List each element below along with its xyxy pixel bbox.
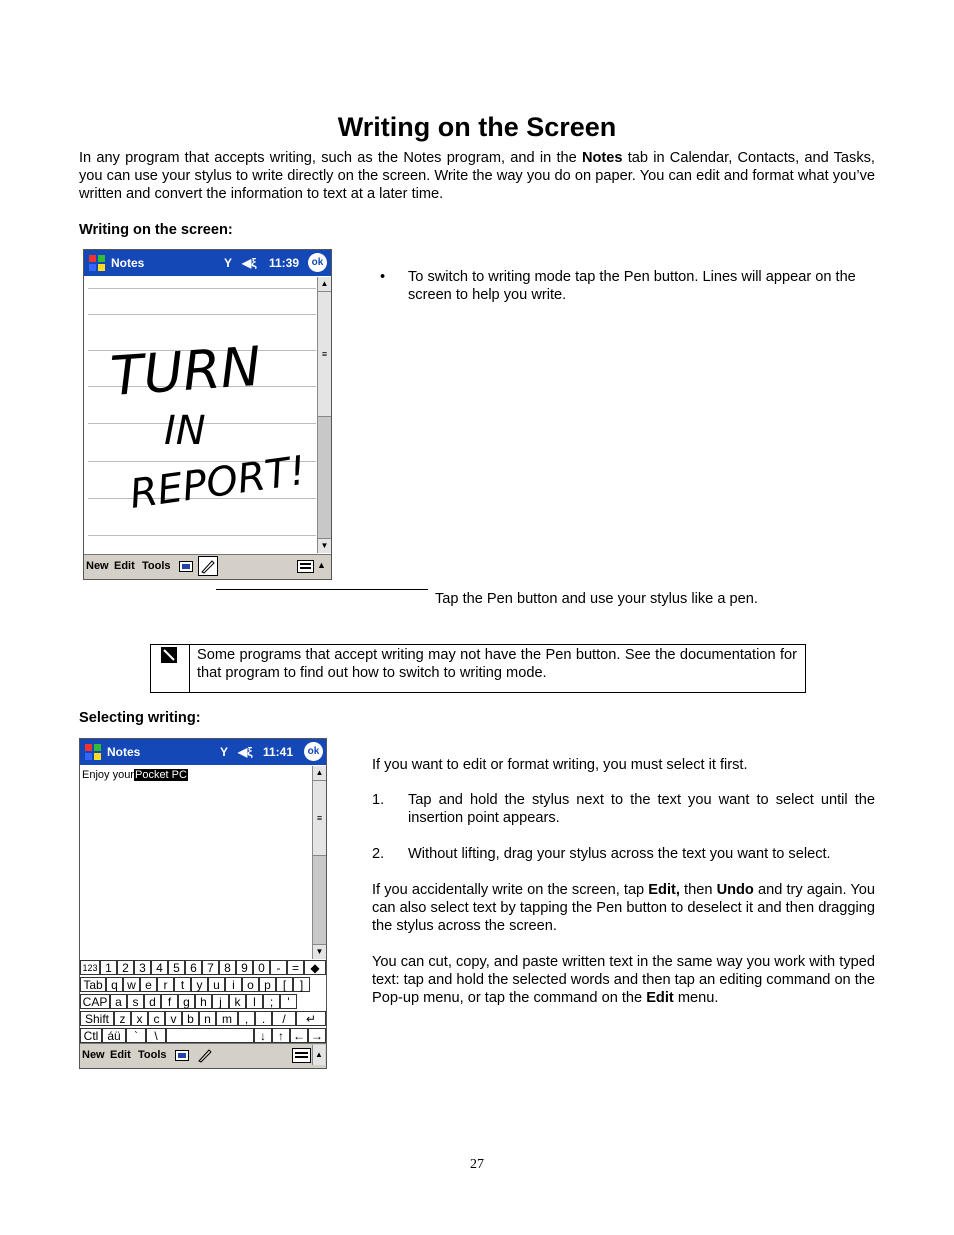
- text-run: If you accidentally write on the screen, tap: [372, 882, 649, 898]
- signal-icon: Y: [224, 256, 233, 270]
- key[interactable]: r: [157, 977, 174, 992]
- key[interactable]: 1: [100, 960, 117, 975]
- key[interactable]: -: [270, 960, 287, 975]
- clock-text[interactable]: 11:39: [269, 256, 300, 270]
- signal-icon: Y: [220, 745, 229, 759]
- key[interactable]: z: [114, 1011, 131, 1026]
- key[interactable]: y: [191, 977, 208, 992]
- key[interactable]: t: [174, 977, 191, 992]
- key[interactable]: u: [208, 977, 225, 992]
- text-run: You can cut, copy, and paste written text in the same way you work with typed text: tap and hold the selected words and then tap an editing command on the Pop-up menu, or tap the command on the: [372, 954, 876, 1006]
- undo-paragraph: [372, 881, 875, 935]
- note-pencil-icon: [161, 647, 177, 663]
- scroll-down-icon[interactable]: ▼: [318, 538, 331, 553]
- text-run: then: [679, 882, 717, 898]
- intro-bold: Notes: [581, 150, 623, 166]
- app-title: Notes: [111, 256, 145, 270]
- handwriting-line: IN: [164, 408, 206, 454]
- menu-edit[interactable]: Edit: [114, 560, 135, 572]
- volume-icon[interactable]: ◀ξ: [242, 256, 257, 270]
- pen-icon[interactable]: [198, 556, 218, 576]
- menu-tools[interactable]: Tools: [142, 560, 171, 572]
- shift-key[interactable]: Shift: [80, 1011, 114, 1026]
- international-key[interactable]: áü: [102, 1028, 126, 1043]
- note-icon-cell: [151, 645, 190, 692]
- arrow-right-key[interactable]: →: [308, 1028, 326, 1043]
- key[interactable]: a: [110, 994, 127, 1009]
- key[interactable]: d: [144, 994, 161, 1009]
- key[interactable]: j: [212, 994, 229, 1009]
- step-2-text: Without lifting, drag your stylus across the text you want to select.: [408, 846, 831, 862]
- key[interactable]: 123: [80, 960, 100, 975]
- key[interactable]: w: [123, 977, 140, 992]
- scroll-up-icon[interactable]: ▲: [318, 277, 331, 292]
- space-key[interactable]: [166, 1028, 254, 1043]
- scroll-up-icon[interactable]: ▲: [313, 766, 326, 781]
- key[interactable]: k: [229, 994, 246, 1009]
- key[interactable]: [: [276, 977, 293, 992]
- key[interactable]: e: [140, 977, 157, 992]
- vertical-scrollbar[interactable]: [317, 277, 331, 553]
- menu-bar: [80, 1043, 326, 1068]
- note-text-plain: Enjoy your: [82, 769, 134, 781]
- key[interactable]: /: [272, 1011, 296, 1026]
- key[interactable]: n: [199, 1011, 216, 1026]
- windows-flag-icon: [83, 742, 103, 762]
- pda-screen-selecting: [79, 738, 327, 1069]
- handwriting-line: REPORT!: [126, 447, 309, 518]
- tab-key[interactable]: Tab: [80, 977, 106, 992]
- note-content[interactable]: [82, 769, 188, 781]
- input-selector-arrow-icon[interactable]: ▲: [317, 560, 326, 570]
- key[interactable]: q: [106, 977, 123, 992]
- intro-text-a: In any program that accepts writing, such as the Notes program, and in the: [79, 150, 582, 166]
- key[interactable]: 7: [202, 960, 219, 975]
- pda-screen-writing: [83, 249, 332, 580]
- key[interactable]: ': [280, 994, 297, 1009]
- key[interactable]: =: [287, 960, 304, 975]
- note-box: [150, 644, 806, 693]
- bold-edit: Edit,: [648, 882, 680, 898]
- key[interactable]: c: [148, 1011, 165, 1026]
- caption-rule: [216, 589, 428, 590]
- key[interactable]: ;: [263, 994, 280, 1009]
- scroll-thumb[interactable]: ≡: [318, 291, 331, 417]
- recording-icon[interactable]: [175, 1050, 189, 1061]
- key[interactable]: \: [146, 1028, 166, 1043]
- pen-icon[interactable]: [196, 1046, 214, 1064]
- selecting-intro: If you want to edit or format writing, you must select it first.: [372, 757, 748, 773]
- menu-new[interactable]: New: [86, 560, 109, 572]
- key[interactable]: ]: [293, 977, 310, 992]
- key[interactable]: .: [255, 1011, 272, 1026]
- key[interactable]: 8: [219, 960, 236, 975]
- note-text: Some programs that accept writing may not have the Pen button. See the documentation for that program to find out how to switch to writing mode.: [197, 647, 797, 681]
- backspace-key[interactable]: ◆: [304, 960, 326, 975]
- intro-text-b: tab in Calendar, Contacts, and Tasks, you can use your stylus to write directly on the screen. Write the way you do on paper. You can edit and format what you’ve written and convert the information to text at a later time.: [79, 150, 875, 202]
- key[interactable]: x: [131, 1011, 148, 1026]
- key[interactable]: o: [242, 977, 259, 992]
- arrow-down-key[interactable]: ↓: [254, 1028, 272, 1043]
- section-heading-writing: Writing on the screen:: [79, 222, 233, 238]
- key[interactable]: s: [127, 994, 144, 1009]
- handwriting-drawing[interactable]: [84, 250, 318, 550]
- key[interactable]: h: [195, 994, 212, 1009]
- screen-caption: Tap the Pen button and use your stylus like a pen.: [435, 591, 758, 607]
- scroll-thumb[interactable]: ≡: [313, 780, 326, 856]
- vertical-scrollbar[interactable]: [312, 766, 326, 959]
- key[interactable]: l: [246, 994, 263, 1009]
- step-1-text: Tap and hold the stylus next to the text you want to select until the insertion point appears.: [408, 792, 875, 826]
- key[interactable]: 4: [151, 960, 168, 975]
- pda-title-bar: [80, 739, 326, 765]
- key[interactable]: 2: [117, 960, 134, 975]
- key[interactable]: 6: [185, 960, 202, 975]
- key[interactable]: m: [216, 1011, 238, 1026]
- soft-keyboard: [80, 959, 326, 1045]
- key[interactable]: i: [225, 977, 242, 992]
- text-run: and try again. You can also select text by tapping the Pen button to deselect it and then dragging the stylus across the screen.: [372, 882, 876, 934]
- enter-key[interactable]: ↵: [296, 1011, 326, 1026]
- section-heading-selecting: Selecting writing:: [79, 710, 201, 726]
- scroll-down-icon[interactable]: ▼: [313, 944, 326, 959]
- menu-edit[interactable]: Edit: [110, 1049, 131, 1061]
- key[interactable]: p: [259, 977, 276, 992]
- keyboard-icon[interactable]: [297, 560, 314, 573]
- bullet-text: To switch to writing mode tap the Pen button. Lines will appear on the screen to help you write.: [408, 269, 856, 303]
- keyboard-icon[interactable]: [292, 1048, 311, 1063]
- cut-copy-paragraph: [372, 953, 875, 1007]
- key[interactable]: 0: [253, 960, 270, 975]
- volume-icon[interactable]: ◀ξ: [238, 745, 253, 759]
- ctrl-key[interactable]: Ctl: [80, 1028, 102, 1043]
- key[interactable]: f: [161, 994, 178, 1009]
- step-1-number: 1.: [372, 792, 385, 808]
- app-title: Notes: [107, 745, 141, 759]
- intro-paragraph: [79, 149, 875, 203]
- key[interactable]: 5: [168, 960, 185, 975]
- bold-undo: Undo: [716, 882, 754, 898]
- caps-key[interactable]: CAP: [80, 994, 110, 1009]
- note-text-selected[interactable]: Pocket PC: [134, 769, 187, 781]
- key[interactable]: g: [178, 994, 195, 1009]
- key[interactable]: 9: [236, 960, 253, 975]
- page-title: Writing on the Screen: [337, 112, 617, 142]
- key[interactable]: 3: [134, 960, 151, 975]
- key[interactable]: v: [165, 1011, 182, 1026]
- arrow-left-key[interactable]: ←: [290, 1028, 308, 1043]
- ok-button[interactable]: ok: [304, 742, 323, 761]
- key[interactable]: ,: [238, 1011, 255, 1026]
- menu-new[interactable]: New: [82, 1049, 105, 1061]
- recording-icon[interactable]: [179, 561, 193, 572]
- clock-text[interactable]: 11:41: [263, 745, 294, 759]
- menu-bar: [84, 554, 331, 579]
- ok-button[interactable]: ok: [308, 253, 327, 272]
- step-2-number: 2.: [372, 846, 385, 862]
- menu-tools[interactable]: Tools: [138, 1049, 167, 1061]
- arrow-up-key[interactable]: ↑: [272, 1028, 290, 1043]
- key[interactable]: `: [126, 1028, 146, 1043]
- handwriting-line: TURN: [108, 334, 263, 408]
- key[interactable]: b: [182, 1011, 199, 1026]
- input-selector-arrow-icon[interactable]: ▲: [312, 1045, 325, 1065]
- bullet-icon: •: [380, 269, 386, 285]
- page-number: 27: [470, 1157, 484, 1172]
- bold-edit-menu: Edit: [646, 990, 674, 1006]
- text-run: menu.: [673, 990, 719, 1006]
